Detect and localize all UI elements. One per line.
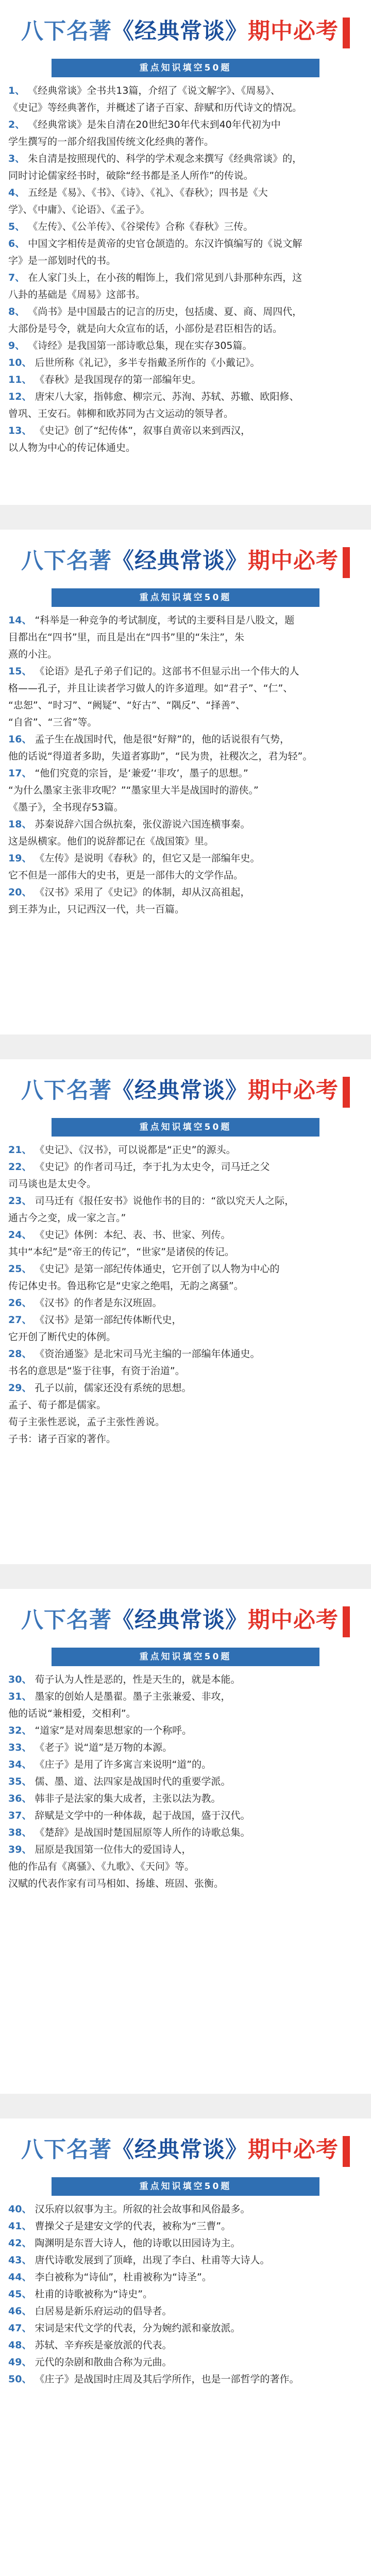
question-line — [8, 1671, 363, 1688]
question-line — [8, 2201, 363, 2218]
question-number: 3、 — [8, 153, 25, 164]
question-text: “道家”是对周秦思想家的一个称呼。 — [35, 1725, 192, 1736]
question-line — [8, 2371, 363, 2388]
question-text: 书名的意思是“鉴于往事，有资于治道”。 — [8, 1365, 185, 1377]
section-card — [0, 0, 371, 505]
question-number: 31、 — [8, 1691, 32, 1702]
question-list — [4, 612, 367, 918]
question-text: 《史记》的作者司马迁，李于扎为太史令，司马迁之父 — [35, 1161, 270, 1173]
question-text: 曹操父子是建安文学的代表，被称为“三曹”。 — [35, 2221, 231, 2232]
question-line — [8, 1227, 363, 1244]
question-text: 墨家的创始人是墨翟。墨子主张兼爱、非攻， — [35, 1691, 231, 1702]
question-line — [8, 422, 363, 439]
question-text: 司马迁有《报任安书》说他作书的目的：“欲以究天人之际， — [35, 1195, 295, 1207]
question-text: 《史记》是第一部纪传体通史，它开创了以人物为中心的 — [35, 1263, 280, 1275]
question-line — [8, 1346, 363, 1363]
question-text: 五经是《易》、《书》、《诗》、《礼》、《春秋》；四书是《大 — [28, 187, 268, 198]
title-part-1: 八下名著 — [21, 1078, 112, 1103]
question-list — [4, 82, 367, 456]
question-text: 《庄子》是战国时庄周及其后学所作，也是一部哲学的著作。 — [35, 2374, 299, 2385]
question-text: “他们究竟的宗旨，是‘兼爱’‘非攻’，墨子的思想。” — [35, 768, 248, 779]
question-line — [8, 269, 363, 286]
question-text: 元代的杂剧和散曲合称为元曲。 — [35, 2357, 172, 2368]
section-card — [0, 530, 371, 1035]
question-text: 《楚辞》是战国时楚国屈原等人所作的诗歌总集。 — [35, 1827, 250, 1838]
question-line — [8, 1295, 363, 1312]
question-text: 汉乐府以叙事为主。所叙的社会故事和风俗最多。 — [35, 2204, 250, 2215]
question-text: “为什么墨家主张非攻呢？”“墨家里大半是战国时的游侠。” — [8, 785, 259, 796]
question-text: 《史记》等经典著作，并概述了诸子百家、辞赋和历代诗文的情况。 — [8, 102, 302, 113]
question-line — [8, 782, 363, 799]
question-number: 46、 — [8, 2306, 32, 2317]
title-part-2: 《经典常谈》 — [112, 1608, 248, 1633]
question-text: 目都出在“四书”里，而且是出在“四书”里的“朱注”，朱 — [8, 632, 245, 643]
section-title — [4, 537, 367, 585]
question-line — [8, 629, 363, 646]
question-text: 《庄子》是用了许多寓言来说明“道”的。 — [35, 1759, 212, 1770]
question-text: 《史记》体例：本纪、表、书、世家、列传。 — [35, 1229, 231, 1241]
question-line — [8, 252, 363, 269]
question-number: 49、 — [8, 2357, 32, 2368]
question-number: 10、 — [8, 357, 32, 368]
question-text: “忠恕”、“时习”、“阙疑”、“好古”、“隅反”、“择善”、 — [8, 700, 246, 711]
question-text: 唐宋八大家，指韩愈、柳宗元、苏洵、苏轼、苏辙、欧阳修、 — [35, 391, 299, 402]
question-text: 《经典常谈》是朱自清在20世纪30年代末到40年代初为中 — [28, 119, 281, 130]
question-line — [8, 150, 363, 167]
question-line — [8, 697, 363, 714]
question-line — [8, 133, 363, 150]
question-number: 34、 — [8, 1759, 32, 1770]
section-card — [0, 2119, 371, 2576]
question-number: 44、 — [8, 2272, 32, 2283]
question-number: 47、 — [8, 2323, 32, 2334]
question-number: 39、 — [8, 1844, 32, 1855]
question-text: 唐代诗歌发展到了顶峰，出现了李白、杜甫等大诗人。 — [35, 2255, 270, 2266]
question-text: 《诗经》是我国第一部诗歌总集，现在实存305篇。 — [28, 340, 252, 351]
question-text: 后世所称《礼记》，多半专指戴圣所作的《小戴记》。 — [35, 357, 260, 368]
question-line — [8, 1244, 363, 1261]
question-number: 35、 — [8, 1776, 32, 1787]
question-text: 《汉书》的作者是东汉班固。 — [35, 1297, 162, 1309]
question-text: 孟子生在战国时代，他是很“好辩”的，他的话说很有气势， — [35, 734, 290, 745]
question-text: 学生撰写的一部介绍我国传统文化经典的著作。 — [8, 136, 214, 147]
question-text: 《资治通鉴》是北宋司马光主编的一部编年体通史。 — [35, 1348, 260, 1360]
question-number: 9、 — [8, 340, 25, 351]
title-part-2: 《经典常谈》 — [112, 549, 248, 573]
question-line — [8, 218, 363, 235]
question-text: 这是纵横家。他们的说辞都记在《战国策》里。 — [8, 836, 214, 847]
question-text: 李白被称为“诗仙”，杜甫被称为“诗圣”。 — [35, 2272, 212, 2283]
question-line — [8, 167, 363, 184]
section-title — [4, 2126, 367, 2174]
question-text: 《汉书》是第一部纪传体断代史， — [35, 1314, 182, 1326]
question-text: 以人物为中心的传记体通史。 — [8, 442, 136, 453]
question-line — [8, 1278, 363, 1295]
question-text: 《左传》、《公羊传》、《谷梁传》合称《春秋》三传。 — [28, 221, 254, 232]
question-line — [8, 2354, 363, 2371]
question-number: 4、 — [8, 187, 25, 198]
question-text: 在人家门头上，在小孩的帽饰上，我们常见到八卦那种东西，这 — [28, 272, 302, 283]
question-number: 50、 — [8, 2374, 32, 2385]
question-text: 学》、《中庸》、《论语》、《孟子》。 — [8, 204, 150, 215]
question-text: 中国文字相传是黄帝的史官仓颉造的。东汉许慎编写的《说文解 — [28, 238, 302, 249]
question-number: 5、 — [8, 221, 25, 232]
question-text: 《春秋》是我国现存的第一部编年史。 — [35, 374, 201, 385]
title-part-2: 《经典常谈》 — [112, 19, 248, 44]
question-text: 同时讨论儒家经书时，破除“经书都是圣人所作”的传说。 — [8, 170, 254, 181]
question-number: 25、 — [8, 1263, 32, 1275]
title-part-3: 期中必考 — [248, 1608, 339, 1633]
question-text: 《史记》、《汉书》，可以说都是“正史”的源头。 — [35, 1144, 236, 1156]
question-line — [8, 1824, 363, 1841]
question-line — [8, 2252, 363, 2269]
question-line — [8, 714, 363, 731]
question-text: 苏轼、辛弃疾是豪放派的代表。 — [35, 2340, 172, 2351]
question-text: 他的话说“兼相爱，交相利”。 — [8, 1708, 136, 1719]
question-line — [8, 388, 363, 405]
question-line — [8, 1807, 363, 1824]
question-line — [8, 1142, 363, 1159]
question-line — [8, 1176, 363, 1193]
question-line — [8, 612, 363, 629]
question-text: 朱自清是按照现代的、科学的学术观念来撰写《经典常谈》的， — [28, 153, 302, 164]
question-line — [8, 1790, 363, 1807]
question-line — [8, 850, 363, 867]
question-text: 杜甫的诗歌被称为“诗史”。 — [35, 2289, 153, 2300]
exclamation-icon — [343, 1077, 350, 1108]
question-line — [8, 116, 363, 133]
question-line — [8, 439, 363, 456]
question-text: 他的作品有《离骚》、《九歌》、《天问》等。 — [8, 1861, 195, 1872]
question-number: 8、 — [8, 306, 25, 317]
question-number: 43、 — [8, 2255, 32, 2266]
question-text: 到王莽为止，只记西汉一代，共一百篇。 — [8, 904, 185, 915]
question-number: 2、 — [8, 119, 25, 130]
question-text: 儒、墨、道、法四家是战国时代的重要学派。 — [35, 1776, 231, 1787]
question-line — [8, 799, 363, 816]
question-text: 汉赋的代表作家有司马相如、扬雄、班固、张衡。 — [8, 1878, 224, 1889]
question-line — [8, 184, 363, 201]
question-line — [8, 731, 363, 748]
question-line — [8, 1858, 363, 1875]
question-number: 41、 — [8, 2221, 32, 2232]
question-line — [8, 235, 363, 252]
question-line — [8, 1193, 363, 1210]
question-number: 11、 — [8, 374, 32, 385]
question-text: 《尚书》是中国最古的记言的历史，包括虞、夏、商、周四代， — [28, 306, 302, 317]
title-part-1: 八下名著 — [21, 549, 112, 573]
question-line — [8, 1363, 363, 1380]
title-part-3: 期中必考 — [248, 549, 339, 573]
question-text: 屈原是我国第一位伟大的爱国诗人， — [35, 1844, 192, 1855]
question-text: 陶渊明是东晋大诗人，他的诗歌以田园诗为主。 — [35, 2238, 241, 2249]
question-text: 苏秦说辞六国合纵抗秦，张仪游说六国连横事秦。 — [35, 819, 250, 830]
question-line — [8, 833, 363, 850]
question-line — [8, 2337, 363, 2354]
question-list — [4, 1671, 367, 1892]
question-line — [8, 2303, 363, 2320]
question-line — [8, 2269, 363, 2286]
question-text: 它不但是一部伟大的史书，更是一部伟大的文学作品。 — [8, 870, 244, 881]
question-line — [8, 867, 363, 884]
question-line — [8, 1329, 363, 1346]
question-text: 白居易是新乐府运动的倡导者。 — [35, 2306, 172, 2317]
question-number: 22、 — [8, 1161, 32, 1173]
question-number: 16、 — [8, 734, 32, 745]
question-line — [8, 405, 363, 422]
section-banner: 重点知识填空50题 — [52, 1648, 319, 1666]
question-list — [4, 1142, 367, 1448]
question-number: 7、 — [8, 272, 25, 283]
question-line — [8, 748, 363, 765]
question-text: 孟子、荀子都是儒家。 — [8, 1399, 107, 1411]
question-number: 17、 — [8, 768, 32, 779]
title-part-3: 期中必考 — [248, 2138, 339, 2162]
question-number: 18、 — [8, 819, 32, 830]
question-text: 大部份是号令，就是向大众宣布的话，小部份是君臣相告的话。 — [8, 323, 283, 334]
question-number: 21、 — [8, 1144, 32, 1156]
section-title — [4, 7, 367, 56]
question-line — [8, 1431, 363, 1448]
question-number: 33、 — [8, 1742, 32, 1753]
question-number: 23、 — [8, 1195, 32, 1207]
question-text: 《汉书》采用了《史记》的体制，却从汉高祖起， — [35, 887, 250, 898]
title-part-3: 期中必考 — [248, 1078, 339, 1103]
question-line — [8, 2235, 363, 2252]
title-part-1: 八下名著 — [21, 1608, 112, 1633]
exclamation-icon — [343, 547, 350, 578]
question-text: 他的话说“得道者多助，失道者寡助”，“民为贵，社稷次之，君为轻”。 — [8, 751, 313, 762]
question-line — [8, 320, 363, 337]
question-line — [8, 371, 363, 388]
question-line — [8, 1312, 363, 1329]
question-line — [8, 1773, 363, 1790]
question-line — [8, 816, 363, 833]
question-number: 27、 — [8, 1314, 32, 1326]
question-number: 29、 — [8, 1382, 32, 1394]
section-banner: 重点知识填空50题 — [52, 588, 319, 607]
question-line — [8, 765, 363, 782]
question-number: 32、 — [8, 1725, 32, 1736]
question-line — [8, 1397, 363, 1414]
title-part-2: 《经典常谈》 — [112, 1078, 248, 1103]
question-text: 荀子主张性恶说，孟子主张性善说。 — [8, 1416, 165, 1428]
question-text: 司马谈也是太史令。 — [8, 1178, 97, 1190]
question-line — [8, 201, 363, 218]
question-number: 42、 — [8, 2238, 32, 2249]
section-banner: 重点知识填空50题 — [52, 1118, 319, 1137]
title-part-2: 《经典常谈》 — [112, 2138, 248, 2162]
question-line — [8, 1261, 363, 1278]
question-line — [8, 1380, 363, 1397]
question-text: 熹的小注。 — [8, 649, 58, 660]
question-line — [8, 680, 363, 697]
question-line — [8, 1875, 363, 1892]
question-text: 《史记》创了“纪传体”，叙事自黄帝以来到西汉， — [35, 425, 251, 436]
question-line — [8, 82, 363, 99]
question-text: 曾巩、王安石。韩柳和欧苏同为古文运动的领导者。 — [8, 408, 234, 419]
question-line — [8, 99, 363, 116]
question-text: 子书：诸子百家的著作。 — [8, 1433, 116, 1445]
question-line — [8, 663, 363, 680]
question-text: 孔子以前，儒家还没有系统的思想。 — [35, 1382, 192, 1394]
question-line — [8, 1705, 363, 1722]
question-line — [8, 1756, 363, 1773]
question-text: 八卦的基础是《周易》这部书。 — [8, 289, 146, 300]
question-line — [8, 2320, 363, 2337]
question-line — [8, 1688, 363, 1705]
question-line — [8, 354, 363, 371]
question-line — [8, 1414, 363, 1431]
question-line — [8, 2218, 363, 2235]
question-line — [8, 2286, 363, 2303]
question-line — [8, 646, 363, 663]
question-number: 37、 — [8, 1810, 32, 1821]
question-number: 13、 — [8, 425, 32, 436]
exclamation-icon — [343, 1606, 350, 1637]
question-text: 字》是一部划时代的书。 — [8, 255, 116, 266]
question-number: 48、 — [8, 2340, 32, 2351]
section-banner: 重点知识填空50题 — [52, 59, 319, 77]
question-number: 15、 — [8, 666, 32, 677]
section-banner: 重点知识填空50题 — [52, 2177, 319, 2196]
question-line — [8, 1841, 363, 1858]
question-number: 12、 — [8, 391, 32, 402]
question-number: 36、 — [8, 1793, 32, 1804]
title-part-1: 八下名著 — [21, 19, 112, 44]
question-text: 宋词是宋代文学的代表，分为婉约派和豪放派。 — [35, 2323, 241, 2334]
title-part-1: 八下名著 — [21, 2138, 112, 2162]
question-number: 38、 — [8, 1827, 32, 1838]
question-text: 韩非子是法家的集大成者，主张以法为教。 — [35, 1793, 221, 1804]
question-number: 20、 — [8, 887, 32, 898]
question-number: 19、 — [8, 853, 32, 864]
question-text: 《左传》是说明《春秋》的，但它又是一部编年史。 — [35, 853, 260, 864]
question-text: 它开创了断代史的体例。 — [8, 1331, 116, 1343]
question-line — [8, 1722, 363, 1739]
section-title — [4, 1066, 367, 1115]
question-number: 24、 — [8, 1229, 32, 1241]
exclamation-icon — [343, 2136, 350, 2167]
question-text: 传记体史书。鲁迅称它是“史家之绝唱，无韵之离骚”。 — [8, 1280, 244, 1292]
question-text: “科举是一种竞争的考试制度，考试的主要科目是八股文，题 — [35, 615, 295, 626]
title-part-3: 期中必考 — [248, 19, 339, 44]
question-line — [8, 1739, 363, 1756]
section-title — [4, 1596, 367, 1645]
section-card — [0, 1589, 371, 2094]
question-number: 28、 — [8, 1348, 32, 1360]
question-text: “自省”、“三省”等。 — [8, 717, 97, 728]
question-number: 1、 — [8, 85, 25, 96]
question-number: 40、 — [8, 2204, 32, 2215]
question-text: 通古今之变，成一家之言。” — [8, 1212, 126, 1224]
question-line — [8, 286, 363, 303]
question-text: 《老子》说“道”是万物的本源。 — [35, 1742, 173, 1753]
question-line — [8, 884, 363, 901]
exclamation-icon — [343, 18, 350, 48]
question-line — [8, 901, 363, 918]
question-line — [8, 1210, 363, 1227]
question-list — [4, 2201, 367, 2388]
question-number: 6、 — [8, 238, 25, 249]
question-text: 格——孔子，并且让读者学习做人的许多道理。如“君子”、“仁”、 — [8, 683, 293, 694]
question-number: 45、 — [8, 2289, 32, 2300]
section-card — [0, 1059, 371, 1564]
question-text: 荀子认为人性是恶的，性是天生的，就是本能。 — [35, 1674, 241, 1685]
question-line — [8, 337, 363, 354]
question-text: 《论语》是孔子弟子们记的。这部书不但显示出一个伟大的人 — [35, 666, 299, 677]
question-line — [8, 303, 363, 320]
question-number: 30、 — [8, 1674, 32, 1685]
question-number: 26、 — [8, 1297, 32, 1309]
question-line — [8, 1159, 363, 1176]
question-number: 14、 — [8, 615, 32, 626]
question-text: 辞赋是文学中的一种体裁，起于战国，盛于汉代。 — [35, 1810, 250, 1821]
question-text: 《墨子》，全书现存53篇。 — [8, 802, 124, 813]
question-text: 其中“本纪”是“帝王的传记”，“世家”是诸侯的传记。 — [8, 1246, 235, 1258]
question-text: 《经典常谈》全书共13篇，介绍了《说文解字》、《周易》、 — [28, 85, 280, 96]
